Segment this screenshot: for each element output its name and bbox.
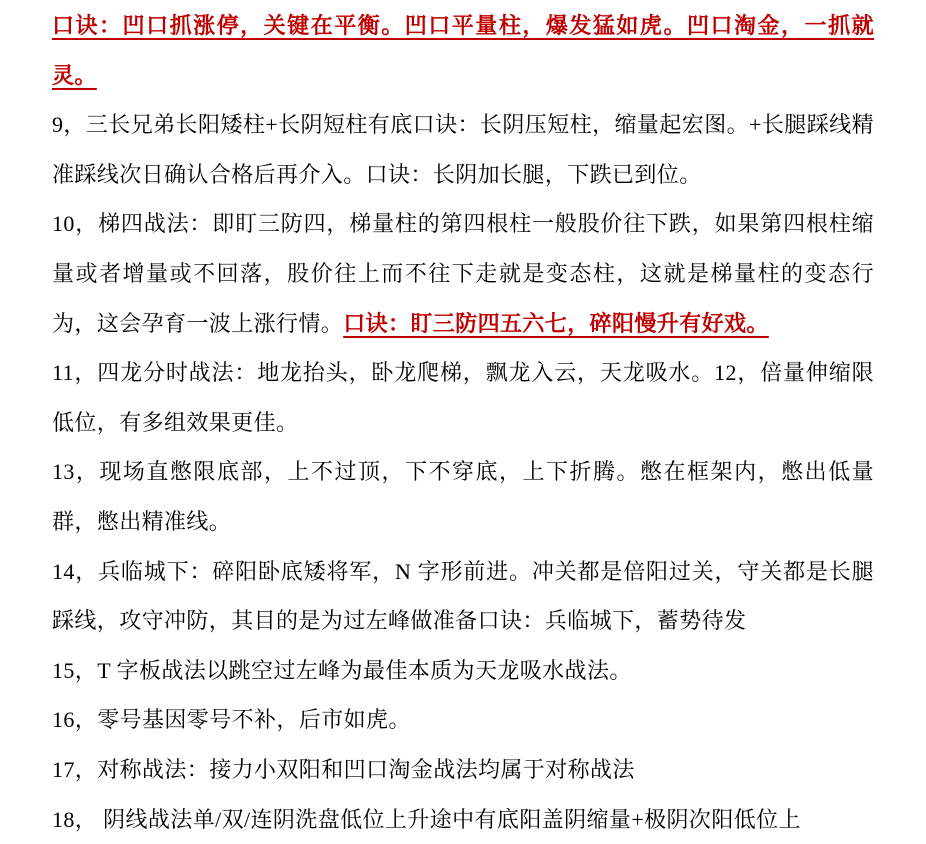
paragraph-item-17 [52, 745, 874, 795]
text-run: 18， 阴线战法单/双/连阴洗盘低位上升途中有底阳盖阴缩量+极阴次阳低位上 [52, 807, 801, 832]
text-run: 15，T 字板战法以跳空过左峰为最佳本质为天龙吸水战法。 [52, 658, 632, 683]
red-mantra-run: 口诀：凹口抓涨停，关键在平衡。凹口平量柱，爆发猛如虎。凹口淘金，一抓就灵。 [52, 13, 874, 88]
paragraph-item-14 [52, 547, 874, 646]
text-run: 10，梯四战法：即盯三防四，梯量柱的第四根柱一般股价往下跌，如果第四根柱缩量或者增量或不回落，股价往上而不往下走就是变态柱，这就是梯量柱的变态行为，这会孕育一波上涨行情。 [52, 211, 874, 335]
text-run: 11，四龙分时战法：地龙抬头，卧龙爬梯，飘龙入云，天龙吸水。12，倍量伸缩限低位，有多组效果更佳。 [52, 360, 874, 435]
text-run: 13，现场直憋限底部，上不过顶，下不穿底，上下折腾。憋在框架内，憋出低量群，憋出精准线。 [52, 459, 874, 534]
paragraph-item-11-12 [52, 348, 874, 447]
text-run: 16，零号基因零号不补，后市如虎。 [52, 707, 411, 732]
paragraph-item-9 [52, 100, 874, 199]
paragraph-item-10 [52, 199, 874, 348]
paragraph-mantra-header [52, 1, 874, 100]
text-run: 14，兵临城下：碎阳卧底矮将军，N 字形前进。冲关都是倍阳过关，守关都是长腿踩线，攻守冲防，其目的是为过左峰做准备口诀：兵临城下，蓄势待发 [52, 559, 874, 634]
red-mantra-run: 口诀：盯三防四五六七，碎阳慢升有好戏。 [343, 311, 769, 336]
paragraph-item-13 [52, 447, 874, 546]
paragraph-item-15 [52, 646, 874, 696]
text-run: 9，三长兄弟长阳矮柱+长阴短柱有底口诀：长阴压短柱，缩量起宏图。+长腿踩线精准踩线次日确认合格后再介入。口诀：长阴加长腿，下跌已到位。 [52, 112, 874, 187]
document-page [52, 1, 874, 844]
paragraph-item-16 [52, 695, 874, 745]
paragraph-item-18 [52, 795, 874, 844]
text-run: 17，对称战法：接力小双阳和凹口淘金战法均属于对称战法 [52, 757, 635, 782]
